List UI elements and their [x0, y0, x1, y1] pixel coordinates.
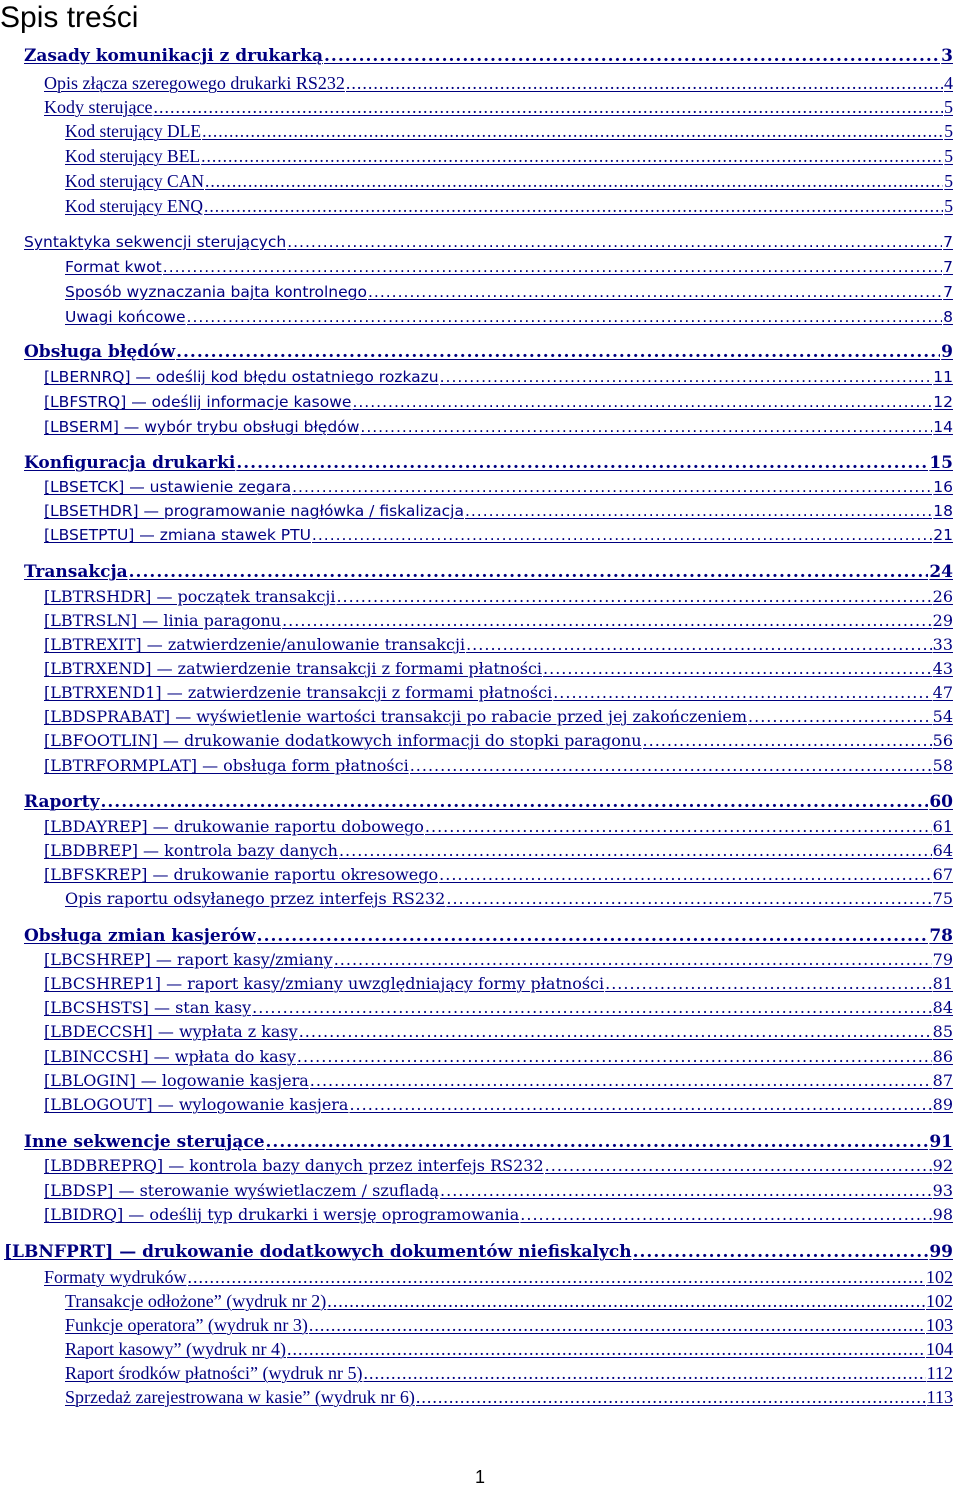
- toc-leader-dots: [299, 1021, 932, 1043]
- toc-entry[interactable]: [24, 45, 953, 67]
- toc-entry[interactable]: [24, 1131, 953, 1153]
- toc-entry[interactable]: [44, 366, 953, 388]
- toc-entry-page: 24: [929, 562, 953, 582]
- toc-entry-title: [LBCSHSTS] — stan kasy: [44, 998, 252, 1017]
- toc-entry-page: 85: [932, 1022, 953, 1041]
- toc-entry-title: [LBTRSLN] — linia paragonu: [44, 611, 282, 630]
- toc-entry-title: Obsługa błędów: [24, 342, 176, 362]
- toc-leader-dots: [520, 1204, 931, 1226]
- toc-leader-dots: [633, 1241, 929, 1263]
- toc-entry-title: [LBNFPRT] — drukowanie dodatkowych dokumentów niefiskalych: [4, 1242, 632, 1262]
- toc-entry[interactable]: [65, 170, 953, 192]
- toc-entry-title: Kod sterujący CAN: [65, 171, 205, 191]
- toc-entry-page: 9: [941, 342, 953, 362]
- toc-entry[interactable]: [65, 120, 953, 142]
- toc-entry[interactable]: [44, 416, 953, 438]
- toc-entry-page: 99: [929, 1242, 953, 1262]
- toc-entry[interactable]: [24, 925, 953, 947]
- toc-entry-page: 12: [933, 393, 953, 411]
- toc-leader-dots: [129, 561, 929, 583]
- toc-entry-title: [LBDSP] — sterowanie wyświetlaczem / szufladą: [44, 1181, 440, 1200]
- toc-entry-page: 5: [944, 121, 953, 141]
- toc-entry-title: Kod sterujący ENQ: [65, 196, 204, 216]
- toc-entry-title: [LBTRXEND] — zatwierdzenie transakcji z formami płatności: [44, 659, 543, 678]
- toc-entry-page: 33: [932, 635, 953, 654]
- toc-leader-dots: [748, 706, 932, 728]
- toc-entry[interactable]: [44, 72, 953, 94]
- toc-entry[interactable]: [4, 1241, 953, 1263]
- toc-leader-dots: [440, 1180, 932, 1202]
- toc-entry-page: 81: [932, 974, 953, 993]
- toc-entry[interactable]: [44, 634, 953, 656]
- toc-leader-dots: [205, 170, 943, 192]
- toc-leader-dots: [446, 888, 931, 910]
- toc-entry-page: 56: [932, 731, 953, 750]
- toc-entry-title: Konfiguracja drukarki: [24, 453, 236, 473]
- toc-leader-dots: [257, 925, 929, 947]
- toc-entry-page: 3: [941, 46, 953, 66]
- toc-entry-title: Sposób wyznaczania bajta kontrolnego: [65, 283, 367, 301]
- toc-entry-title: Transakcja: [24, 562, 128, 582]
- toc-entry[interactable]: [65, 1290, 953, 1312]
- toc-entry-page: 78: [929, 926, 953, 946]
- toc-entry[interactable]: [65, 1314, 953, 1336]
- toc-entry-page: 8: [943, 308, 953, 326]
- toc-entry-title: Raport środków płatności” (wydruk nr 5): [65, 1363, 363, 1383]
- toc-entry-title: [LBERNRQ] — odeślij kod błędu ostatniego rozkazu: [44, 368, 439, 386]
- toc-leader-dots: [643, 730, 932, 752]
- toc-entry-title: Formaty wydruków: [44, 1267, 187, 1287]
- toc-entry-title: [LBDBREPRQ] — kontrola bazy danych przez interfejs RS232: [44, 1156, 544, 1175]
- toc-leader-dots: [339, 840, 932, 862]
- toc-entry[interactable]: [65, 281, 953, 303]
- toc-entry-page: 5: [944, 97, 953, 117]
- toc-entry[interactable]: [24, 791, 953, 813]
- toc-entry-page: 5: [944, 146, 953, 166]
- toc-entry[interactable]: [65, 306, 953, 328]
- toc-entry-title: Transakcje odłożone” (wydruk nr 2): [65, 1291, 327, 1311]
- toc-leader-dots: [605, 973, 932, 995]
- toc-entry[interactable]: [44, 391, 953, 413]
- toc-leader-dots: [100, 791, 928, 813]
- toc-entry[interactable]: [65, 1362, 953, 1384]
- toc-entry-title: Zasady komunikacji z drukarką: [24, 46, 323, 66]
- toc-leader-dots: [466, 634, 932, 656]
- toc-entry-title: Funkcje operatora” (wydruk nr 3): [65, 1315, 308, 1335]
- toc-entry[interactable]: [65, 195, 953, 217]
- toc-leader-dots: [287, 1338, 925, 1360]
- toc-entry-page: 61: [932, 817, 953, 836]
- toc-entry-title: Opis raportu odsyłanego przez interfejs RS232: [65, 889, 446, 908]
- toc-leader-dots: [201, 145, 943, 167]
- toc-entry-page: 26: [932, 587, 953, 606]
- toc-entry-page: 16: [933, 478, 953, 496]
- toc-entry-page: 75: [932, 889, 953, 908]
- toc-entry-page: 112: [926, 1363, 953, 1383]
- toc-entry-page: 18: [933, 502, 953, 520]
- toc-entry-title: [LBTRFORMPLAT] — obsługa form płatności: [44, 756, 409, 775]
- toc-entry-title: [LBIDRQ] — odeślij typ drukarki i wersję oprogramowania: [44, 1205, 520, 1224]
- toc-entry-title: Raport kasowy” (wydruk nr 4): [65, 1339, 286, 1359]
- toc-entry-page: 93: [932, 1181, 953, 1200]
- toc-entry[interactable]: [44, 586, 953, 608]
- toc-entry-page: 5: [944, 171, 953, 191]
- toc-entry[interactable]: [44, 658, 953, 680]
- toc-entry[interactable]: [44, 949, 953, 971]
- toc-entry[interactable]: [44, 476, 953, 498]
- toc-entry[interactable]: [44, 682, 953, 704]
- toc-entry-title: [LBCSHREP1] — raport kasy/zmiany uwzględniający formy płatności: [44, 974, 605, 993]
- toc-entry-page: 7: [943, 258, 953, 276]
- toc-entry-page: 7: [943, 233, 953, 251]
- toc-entry[interactable]: [65, 888, 953, 910]
- toc-entry-title: [LBSETPTU] — zmiana stawek PTU: [44, 526, 311, 544]
- toc-entry[interactable]: [44, 1070, 953, 1092]
- toc-entry[interactable]: [65, 1386, 953, 1408]
- toc-entry-page: 64: [932, 841, 953, 860]
- toc-entry-page: 103: [926, 1315, 953, 1335]
- toc-entry-page: 98: [932, 1205, 953, 1224]
- toc-entry[interactable]: [44, 816, 953, 838]
- toc-entry[interactable]: [65, 145, 953, 167]
- toc-entry-title: [LBTREXIT] — zatwierdzenie/anulowanie transakcji: [44, 635, 466, 654]
- toc-leader-dots: [312, 524, 932, 546]
- toc-entry-title: Format kwot: [65, 258, 162, 276]
- toc-entry-title: [LBTRSHDR] — początek transakcji: [44, 587, 336, 606]
- toc-leader-dots: [410, 755, 932, 777]
- toc-entry-title: [LBSETCK] — ustawienie zegara: [44, 478, 292, 496]
- toc-entry-title: Syntaktyka sekwencji sterujących: [24, 233, 287, 251]
- toc-leader-dots: [368, 281, 942, 303]
- toc-leader-dots: [545, 1155, 932, 1177]
- toc-entry[interactable]: [44, 973, 953, 995]
- page-number: 1: [474, 1467, 485, 1487]
- toc-entry-title: [LBDSPRABAT] — wyświetlenie wartości transakcji po rabacie przed jej zakończeniem: [44, 707, 748, 726]
- toc-entry-title: [LBDBREP] — kontrola bazy danych: [44, 841, 338, 860]
- toc-entry-title: [LBDECCSH] — wypłata z kasy: [44, 1022, 298, 1041]
- toc-entry[interactable]: [44, 997, 953, 1019]
- toc-entry[interactable]: [44, 706, 953, 728]
- toc-entry[interactable]: [44, 755, 953, 777]
- toc-entry-title: Uwagi końcowe: [65, 308, 186, 326]
- toc-entry-title: Inne sekwencje sterujące: [24, 1132, 265, 1152]
- toc-entry-page: 54: [932, 707, 953, 726]
- toc-entry-title: [LBSETHDR] — programowanie nagłówka / fiskalizacja: [44, 502, 464, 520]
- toc-leader-dots: [287, 231, 942, 253]
- toc-entry-title: Kod sterujący BEL: [65, 146, 201, 166]
- toc-entry[interactable]: [44, 1266, 953, 1288]
- toc-entry-title: Obsługa zmian kasjerów: [24, 926, 256, 946]
- toc-entry[interactable]: [24, 341, 953, 363]
- toc-leader-dots: [553, 682, 931, 704]
- toc-entry-page: 102: [926, 1291, 953, 1311]
- toc-entry-title: Sprzedaż zarejestrowana w kasie” (wydruk nr 6): [65, 1387, 415, 1407]
- toc-entry-page: 58: [932, 756, 953, 775]
- toc-leader-dots: [204, 195, 943, 217]
- toc-entry-page: 29: [932, 611, 953, 630]
- toc-entry[interactable]: [44, 610, 953, 632]
- toc-leader-dots: [352, 391, 932, 413]
- toc-leader-dots: [297, 1046, 932, 1068]
- toc-leader-dots: [292, 476, 932, 498]
- toc-leader-dots: [163, 256, 942, 278]
- toc-entry-page: 4: [944, 73, 953, 93]
- toc-leader-dots: [360, 416, 932, 438]
- toc-leader-dots: [176, 341, 940, 363]
- toc-entry-page: 86: [932, 1047, 953, 1066]
- toc-entry-page: 89: [932, 1095, 953, 1114]
- toc-entry-title: [LBFSKREP] — drukowanie raportu okresowego: [44, 865, 439, 884]
- toc-entry[interactable]: [44, 524, 953, 546]
- toc-entry-page: 47: [932, 683, 953, 702]
- toc-entry[interactable]: [24, 231, 953, 253]
- toc-leader-dots: [282, 610, 932, 632]
- toc-entry-page: 21: [933, 526, 953, 544]
- toc-entry-title: Kod sterujący DLE: [65, 121, 202, 141]
- toc-entry[interactable]: [24, 561, 953, 583]
- toc-entry[interactable]: [44, 864, 953, 886]
- toc-leader-dots: [336, 586, 931, 608]
- toc-leader-dots: [425, 816, 932, 838]
- toc-entry-title: Kody sterujące: [44, 97, 153, 117]
- toc-leader-dots: [153, 96, 943, 118]
- toc-entry-title: Raporty: [24, 792, 100, 812]
- toc-entry-page: 11: [933, 368, 953, 386]
- toc-leader-dots: [334, 949, 932, 971]
- toc-entry[interactable]: [44, 1021, 953, 1043]
- toc-entry[interactable]: [44, 1155, 953, 1177]
- toc-leader-dots: [465, 500, 932, 522]
- toc-entry[interactable]: [44, 1204, 953, 1226]
- toc-entry-page: 60: [929, 792, 953, 812]
- toc-entry[interactable]: [65, 1338, 953, 1360]
- toc-entry-page: 87: [932, 1071, 953, 1090]
- toc-entry-page: 113: [926, 1387, 953, 1407]
- toc-leader-dots: [188, 1266, 926, 1288]
- toc-entry-page: 104: [926, 1339, 953, 1359]
- toc-leader-dots: [346, 72, 943, 94]
- toc-entry[interactable]: [44, 1046, 953, 1068]
- toc-leader-dots: [416, 1386, 926, 1408]
- toc-leader-dots: [252, 997, 932, 1019]
- toc-entry-page: 79: [932, 950, 953, 969]
- toc-entry-title: [LBTRXEND1] — zatwierdzenie transakcji z formami płatności: [44, 683, 553, 702]
- toc-entry-title: [LBFSTRQ] — odeślij informacje kasowe: [44, 393, 352, 411]
- toc-entry-title: Opis złącza szeregowego drukarki RS232: [44, 73, 345, 93]
- toc-entry[interactable]: [44, 500, 953, 522]
- toc-entry-page: 15: [929, 453, 953, 473]
- toc-entry[interactable]: [44, 1180, 953, 1202]
- toc-entry[interactable]: [44, 840, 953, 862]
- toc-entry[interactable]: [44, 96, 953, 118]
- toc-leader-dots: [363, 1362, 925, 1384]
- toc-leader-dots: [349, 1094, 931, 1116]
- toc-entry-title: [LBLOGIN] — logowanie kasjera: [44, 1071, 309, 1090]
- page-title: Spis treści: [0, 1, 139, 34]
- toc-entry-page: 91: [929, 1132, 953, 1152]
- toc-leader-dots: [324, 45, 940, 67]
- toc-leader-dots: [236, 452, 928, 474]
- toc-leader-dots: [187, 306, 943, 328]
- toc-entry-page: 102: [926, 1267, 953, 1287]
- toc-leader-dots: [439, 864, 932, 886]
- toc-entry-title: [LBLOGOUT] — wylogowanie kasjera: [44, 1095, 349, 1114]
- toc-entry-title: [LBFOOTLIN] — drukowanie dodatkowych informacji do stopki paragonu: [44, 731, 642, 750]
- toc-entry-title: [LBINCCSH] — wpłata do kasy: [44, 1047, 296, 1066]
- toc-leader-dots: [440, 366, 933, 388]
- toc-entry-page: 14: [933, 418, 953, 436]
- toc-entry[interactable]: [65, 256, 953, 278]
- toc-entry-page: 67: [932, 865, 953, 884]
- toc-entry-title: [LBDAYREP] — drukowanie raportu dobowego: [44, 817, 424, 836]
- toc-entry[interactable]: [44, 730, 953, 752]
- toc-entry[interactable]: [24, 452, 953, 474]
- toc-entry-title: [LBCSHREP] — raport kasy/zmiany: [44, 950, 333, 969]
- toc-entry-page: 84: [932, 998, 953, 1017]
- toc-entry-page: 7: [943, 283, 953, 301]
- toc-leader-dots: [266, 1131, 929, 1153]
- toc-entry-page: 5: [944, 196, 953, 216]
- toc-leader-dots: [202, 120, 943, 142]
- toc-entry[interactable]: [44, 1094, 953, 1116]
- toc-leader-dots: [310, 1070, 932, 1092]
- toc-entry-page: 92: [932, 1156, 953, 1175]
- toc-leader-dots: [327, 1290, 925, 1312]
- toc-entry-page: 43: [932, 659, 953, 678]
- toc-leader-dots: [543, 658, 932, 680]
- toc-entry-title: [LBSERM] — wybór trybu obsługi błędów: [44, 418, 360, 436]
- toc-leader-dots: [309, 1314, 925, 1336]
